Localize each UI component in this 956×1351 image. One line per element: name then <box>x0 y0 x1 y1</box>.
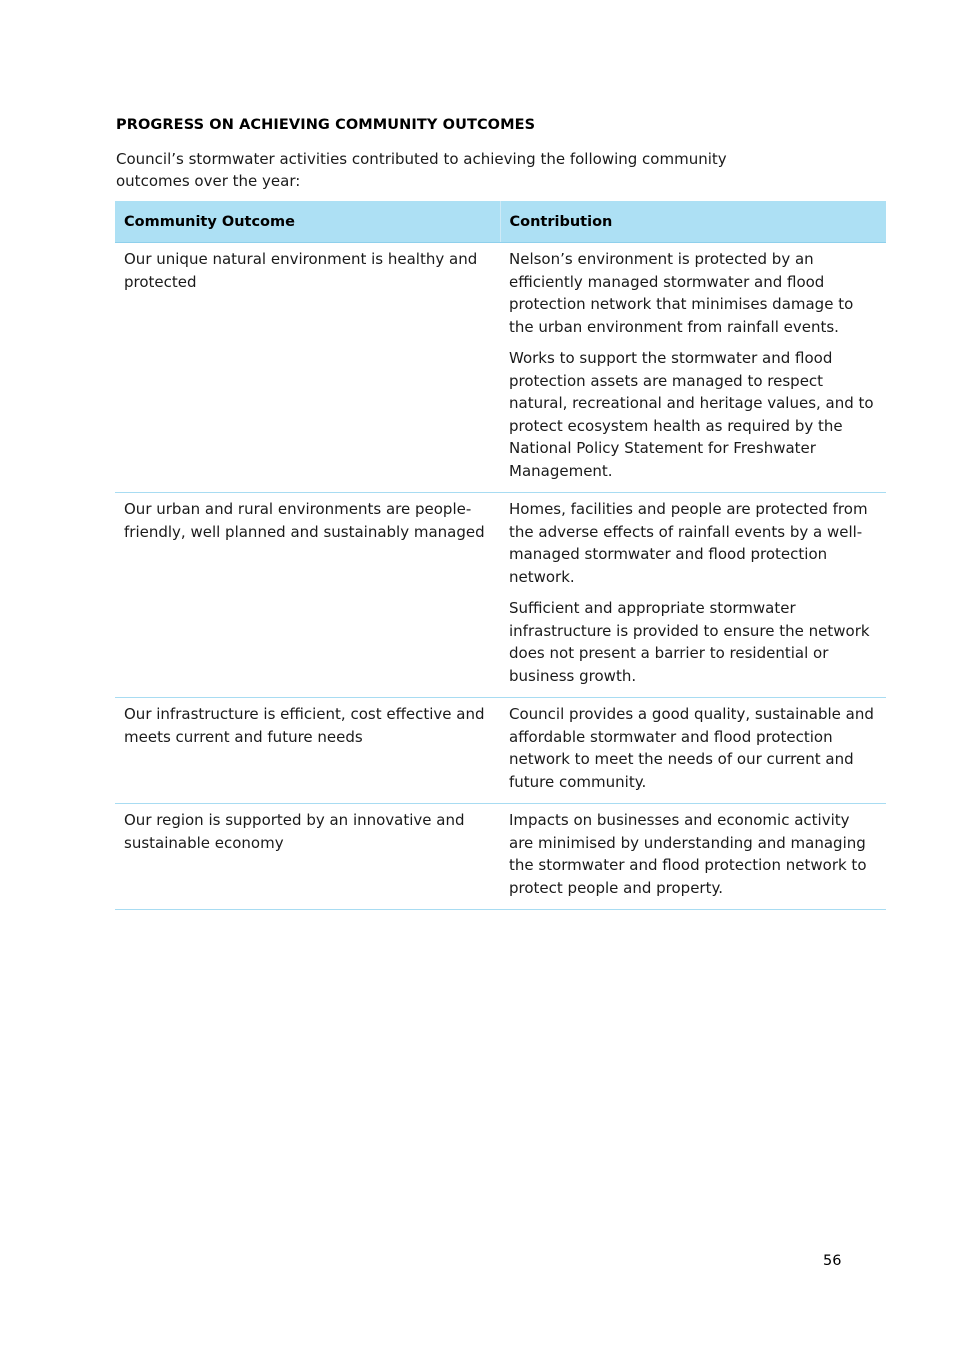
contribution-cell <box>500 243 886 493</box>
contribution-cell <box>500 698 886 804</box>
table-row <box>115 243 886 493</box>
contribution-paragraph: Impacts on businesses and economic activity are minimised by understanding and managing the stormwater and flood protection network to protect people and property. <box>509 811 867 897</box>
table-row <box>115 698 886 804</box>
table-row <box>115 804 886 910</box>
contribution-paragraph: Works to support the stormwater and flood protection assets are managed to respect natural, recreational and heritage values, and to protect ecosystem health as required by the National Policy Statement for Freshwater Management. <box>509 349 874 480</box>
contribution-paragraph: Sufficient and appropriate stormwater infrastructure is provided to ensure the network does not present a barrier to residential or business growth. <box>509 599 870 685</box>
page-number: 56 <box>823 1253 842 1269</box>
outcome-cell: Our unique natural environment is healthy and protected <box>115 243 500 493</box>
outcome-cell: Our infrastructure is efficient, cost effective and meets current and future needs <box>115 698 500 804</box>
community-outcomes-table <box>115 201 886 910</box>
table-header-row <box>115 201 886 243</box>
contribution-paragraph: Homes, facilities and people are protected from the adverse effects of rainfall events by a well-managed stormwater and flood protection network. <box>509 500 868 586</box>
header-contribution: Contribution <box>500 201 886 243</box>
contribution-paragraph: Council provides a good quality, sustainable and affordable stormwater and flood protection network to meet the needs of our current and future community. <box>509 705 874 791</box>
contribution-paragraph: Nelson’s environment is protected by an efficiently managed stormwater and flood protection network that minimises damage to the urban environment from rainfall events. <box>509 250 854 336</box>
outcome-cell: Our urban and rural environments are people-friendly, well planned and sustainably managed <box>115 493 500 698</box>
contribution-cell <box>500 493 886 698</box>
header-community-outcome: Community Outcome <box>115 201 500 243</box>
contribution-cell <box>500 804 886 910</box>
outcome-cell: Our region is supported by an innovative and sustainable economy <box>115 804 500 910</box>
intro-paragraph: Council’s stormwater activities contributed to achieving the following community outcomes over the year: <box>116 150 727 190</box>
table-row <box>115 493 886 698</box>
section-heading: PROGRESS ON ACHIEVING COMMUNITY OUTCOMES <box>116 117 536 133</box>
